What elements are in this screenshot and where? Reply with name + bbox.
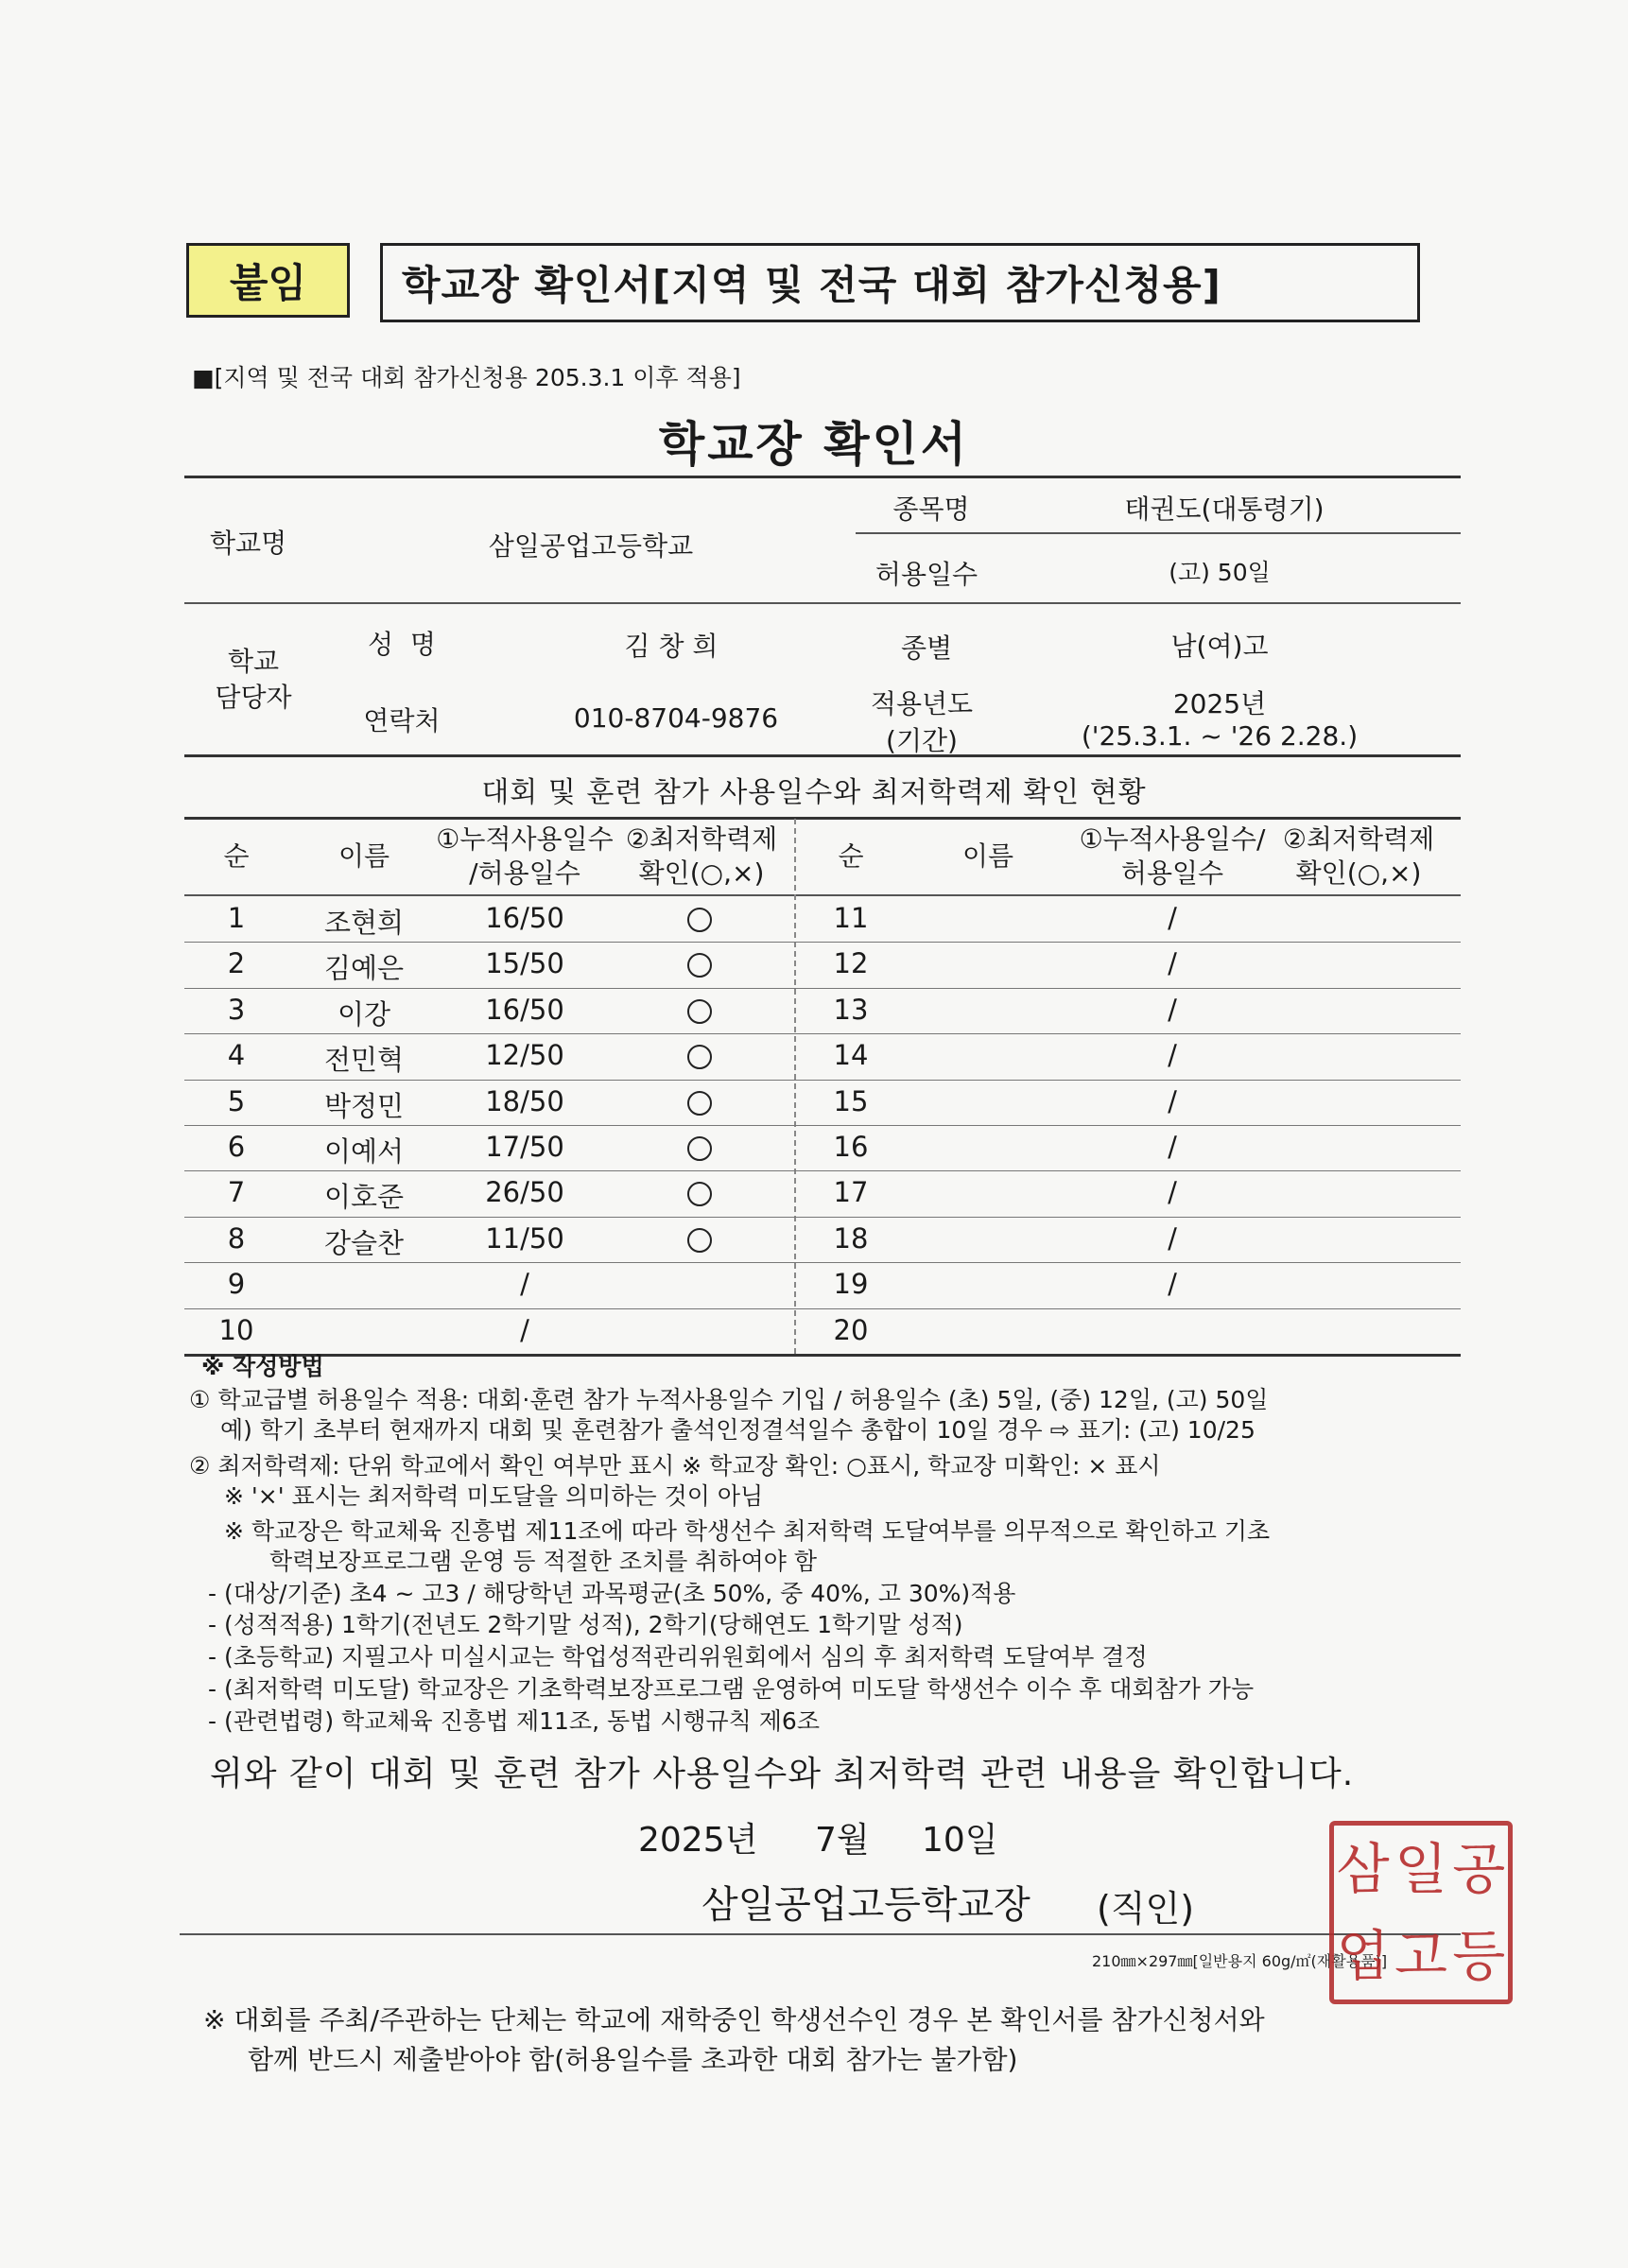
student-name: 이예서 bbox=[323, 1135, 405, 1168]
row-number: 2 bbox=[227, 947, 246, 980]
name-label: 성 명 bbox=[368, 629, 436, 660]
student-name: 전민혁 bbox=[323, 1044, 405, 1077]
instruction-line: ※ 학교장은 학교체육 진흥법 제11조에 따라 학생선수 최저학력 도달여부를 의무적으로 확인하고 기초 bbox=[224, 1517, 1271, 1545]
row-number: 13 bbox=[833, 993, 869, 1026]
period-value: ('25.3.1. ~ '26 2.28.) bbox=[1081, 720, 1359, 752]
used-days: / bbox=[1168, 993, 1177, 1026]
allowed-days-label: 허용일수 bbox=[875, 559, 979, 590]
date-month: 7월 bbox=[815, 1821, 870, 1860]
instruction-line: 예) 학기 초부터 현재까지 대회 및 훈련참가 출석인정결석일수 총합이 10일 경우 ⇨ 표기: (고) 10/25 bbox=[220, 1416, 1256, 1444]
instruction-line: - (최저학력 미도달) 학교장은 기초학력보장프로그램 운영하여 미도달 학생선수 이수 후 대회참가 가능 bbox=[208, 1675, 1255, 1703]
student-name: 강슬찬 bbox=[323, 1226, 405, 1259]
contact-label: 연락처 bbox=[363, 705, 441, 736]
year-value: 2025년 bbox=[1172, 688, 1267, 719]
header-name-right: 이름 bbox=[961, 840, 1014, 872]
used-days: 17/50 bbox=[485, 1131, 564, 1163]
header-check-right-line2: 확인(○,×) bbox=[1295, 857, 1422, 889]
check-mark-icon bbox=[643, 994, 756, 1026]
check-mark-icon bbox=[643, 1039, 756, 1071]
instruction-line: ② 최저학력제: 단위 학교에서 확인 여부만 표시 ※ 학교장 확인: ○표시, 학교장 미확인: × 표시 bbox=[189, 1452, 1161, 1480]
student-name: 이강 bbox=[337, 997, 391, 1030]
usage-table-title: 대회 및 훈련 참가 사용일수와 최저학력제 확인 현황 bbox=[481, 776, 1147, 809]
row-number: 18 bbox=[833, 1221, 869, 1255]
date-year: 2025년 bbox=[638, 1821, 758, 1860]
used-days: / bbox=[1168, 1039, 1177, 1072]
row-number: 17 bbox=[833, 1176, 869, 1209]
contact-value: 010-8704-9876 bbox=[573, 702, 779, 734]
instruction-line: - (초등학교) 지필고사 미실시교는 학업성적관리위원회에서 심의 후 최저학력 도달여부 결정 bbox=[208, 1643, 1148, 1671]
principal-signature-line: 삼일공업고등학교장 bbox=[701, 1883, 1030, 1927]
event-value: 태권도(대통령기) bbox=[1124, 493, 1325, 525]
check-mark-icon bbox=[643, 1085, 756, 1117]
used-days: / bbox=[1168, 1131, 1177, 1163]
header-check-left-line2: 확인(○,×) bbox=[638, 857, 765, 889]
row-number: 15 bbox=[833, 1084, 869, 1117]
used-days: 12/50 bbox=[485, 1039, 564, 1072]
school-seal-stamp: 삼 일 공 업 고 등 bbox=[1329, 1821, 1513, 2004]
row-number: 14 bbox=[833, 1039, 869, 1072]
header-no-right: 순 bbox=[838, 840, 864, 872]
instruction-line: - (대상/기준) 초4 ~ 고3 / 해당학년 과목평균(초 50%, 중 40%, 고 30%)적용 bbox=[208, 1580, 1016, 1607]
attachment-tag: 붙임 bbox=[186, 243, 350, 318]
check-mark-icon bbox=[643, 1176, 756, 1208]
page-title: 학교장 확인서 bbox=[658, 417, 970, 472]
row-number: 16 bbox=[833, 1131, 869, 1163]
gender-label: 종별 bbox=[900, 632, 953, 664]
row-number: 9 bbox=[227, 1268, 246, 1301]
period-label: (기간) bbox=[886, 725, 958, 756]
row-number: 8 bbox=[227, 1221, 246, 1255]
header-name-left: 이름 bbox=[338, 840, 390, 872]
school-name-label: 학교명 bbox=[210, 528, 287, 559]
gender-value: 남(여)고 bbox=[1170, 631, 1269, 662]
instruction-line: ※ '×' 표시는 최저학력 미도달을 의미하는 것이 아님 bbox=[224, 1482, 764, 1510]
manager-name-value: 김 창 희 bbox=[624, 631, 719, 662]
applicability-note: ■[지역 및 전국 대회 참가신청용 205.3.1 이후 적용] bbox=[192, 364, 741, 391]
row-number: 19 bbox=[833, 1268, 869, 1301]
header-days-right-line1: ①누적사용일수/ bbox=[1079, 823, 1266, 855]
row-number: 7 bbox=[227, 1176, 246, 1209]
header-check-right-line1: ②최저학력제 bbox=[1282, 823, 1435, 855]
row-number: 3 bbox=[227, 993, 246, 1026]
instruction-line: 학력보장프로그램 운영 등 적절한 조치를 취하여야 함 bbox=[269, 1548, 817, 1575]
row-number: 20 bbox=[833, 1313, 869, 1346]
row-number: 6 bbox=[227, 1131, 246, 1163]
used-days: / bbox=[520, 1268, 529, 1301]
row-number: 1 bbox=[227, 902, 246, 934]
event-label: 종목명 bbox=[892, 493, 970, 525]
student-name: 김예은 bbox=[323, 952, 405, 985]
used-days: / bbox=[1168, 902, 1177, 934]
paper-spec: 210㎜×297㎜[일반용지 60g/㎡(재활용품)] bbox=[1092, 1952, 1388, 1970]
instructions-heading: ※ 작성방법 bbox=[201, 1353, 324, 1380]
confirmation-statement: 위와 같이 대회 및 훈련 참가 사용일수와 최저학력 관련 내용을 확인합니다. bbox=[210, 1755, 1355, 1793]
instruction-line: - (관련법령) 학교체육 진흥법 제11조, 동법 시행규칙 제6조 bbox=[208, 1707, 820, 1735]
student-name: 이호준 bbox=[323, 1181, 405, 1214]
check-mark-icon bbox=[643, 1131, 756, 1163]
instruction-line: - (성적적용) 1학기(전년도 2학기말 성적), 2학기(당해연도 1학기말 성적) bbox=[208, 1611, 963, 1638]
allowed-days-value: (고) 50일 bbox=[1169, 559, 1271, 586]
used-days: / bbox=[520, 1313, 529, 1346]
check-mark-icon bbox=[643, 1222, 756, 1255]
used-days: / bbox=[1168, 1176, 1177, 1209]
used-days: / bbox=[1168, 947, 1177, 980]
check-mark-icon bbox=[643, 947, 756, 979]
used-days: 11/50 bbox=[485, 1221, 564, 1255]
row-number: 5 bbox=[227, 1084, 246, 1117]
used-days: / bbox=[1168, 1268, 1177, 1301]
manager-label-line1: 학교 bbox=[227, 646, 280, 677]
document-header-title: 학교장 확인서[지역 및 전국 대회 참가신청용] bbox=[380, 243, 1420, 322]
student-name: 박정민 bbox=[323, 1089, 405, 1122]
check-mark-icon bbox=[643, 902, 756, 934]
header-days-right-line2: 허용일수 bbox=[1120, 857, 1224, 889]
footer-note-line1: ※ 대회를 주최/주관하는 단체는 학교에 재학중인 학생선수인 경우 본 확인서를 참가신청서와 bbox=[203, 2004, 1265, 2035]
official-seal-label: (직인) bbox=[1097, 1888, 1195, 1930]
date-day: 10일 bbox=[922, 1821, 998, 1860]
used-days: 16/50 bbox=[485, 902, 564, 934]
manager-label-line2: 담당자 bbox=[215, 682, 292, 713]
student-name: 조현희 bbox=[323, 907, 405, 939]
used-days: 26/50 bbox=[485, 1176, 564, 1209]
row-number: 12 bbox=[833, 947, 869, 980]
row-number: 11 bbox=[833, 902, 869, 934]
used-days: / bbox=[1168, 1084, 1177, 1117]
year-label: 적용년도 bbox=[870, 688, 974, 719]
header-days-left-line1: ①누적사용일수 bbox=[436, 823, 614, 855]
header-no-left: 순 bbox=[223, 840, 250, 872]
header-check-left-line1: ②최저학력제 bbox=[625, 823, 778, 855]
used-days: 15/50 bbox=[485, 947, 564, 980]
row-number: 4 bbox=[227, 1039, 246, 1072]
used-days: / bbox=[1168, 1221, 1177, 1255]
used-days: 18/50 bbox=[485, 1084, 564, 1117]
footer-note-line2: 함께 반드시 제출받아야 함(허용일수를 초과한 대회 참가는 불가함) bbox=[248, 2044, 1018, 2075]
instruction-line: ① 학교급별 허용일수 적용: 대회·훈련 참가 누적사용일수 기입 / 허용일수 (초) 5일, (중) 12일, (고) 50일 bbox=[189, 1386, 1269, 1413]
school-name-value: 삼일공업고등학교 bbox=[488, 530, 694, 562]
row-number: 10 bbox=[218, 1313, 254, 1346]
used-days: 16/50 bbox=[485, 993, 564, 1026]
header-days-left-line2: /허용일수 bbox=[469, 857, 580, 889]
